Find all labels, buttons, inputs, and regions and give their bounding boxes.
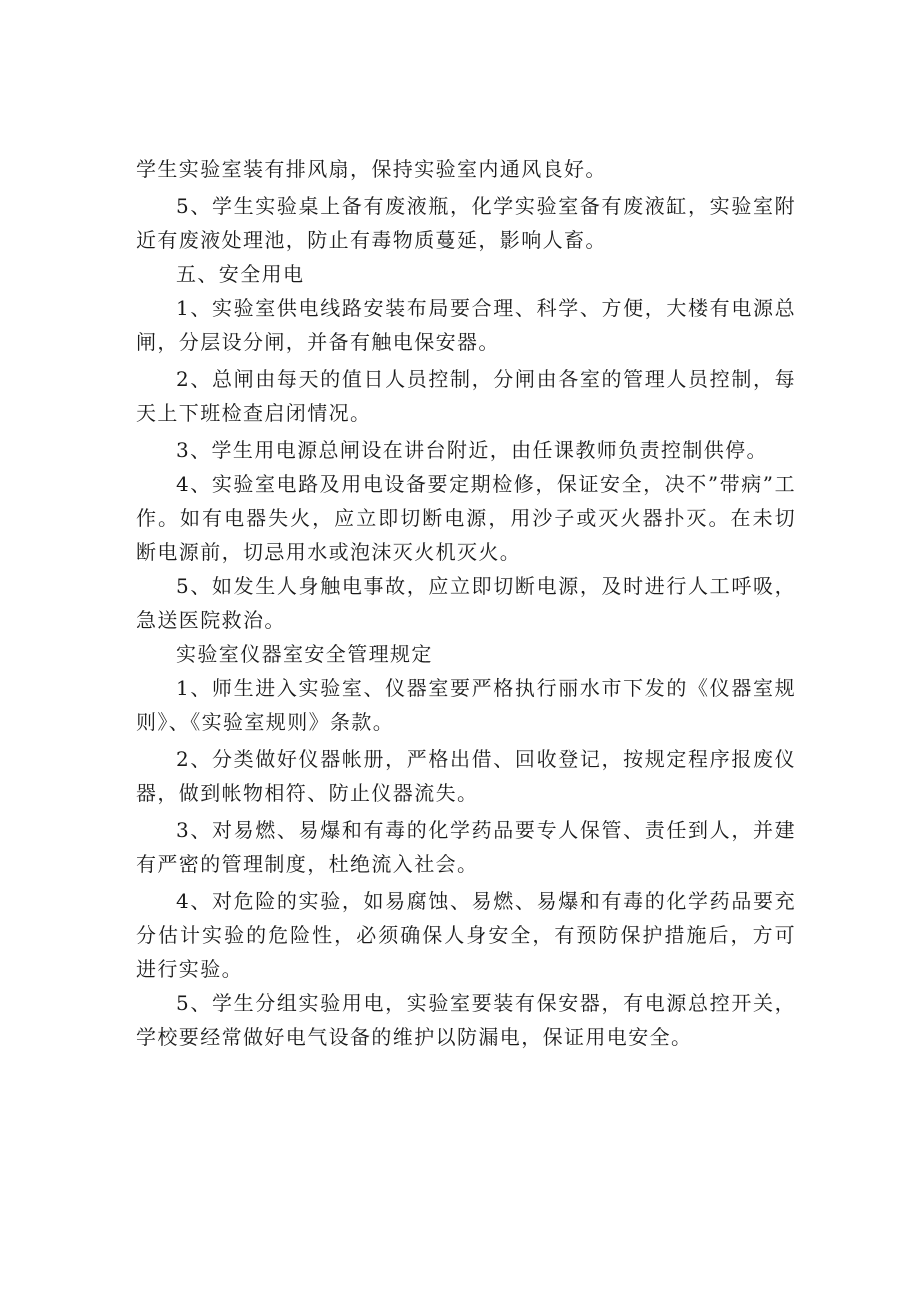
document-body [136, 152, 796, 1054]
section-heading-instrument-room: 实验室仪器室安全管理规定 [176, 642, 433, 666]
paragraph-item-2-switch-control: 2、总闸由每天的值日人员控制，分闸由各室的管理人员控制，每天上下班检查启闭情况。 [136, 367, 796, 425]
paragraph-item-1-rules: 1、师生进入实验室、仪器室要严格执行丽水市下发的《仪器室规则》、《实验室规则》条款。 [136, 676, 796, 734]
paragraph-item-1-power-layout: 1、实验室供电线路安装布局要合理、科学、方便，大楼有电源总闸，分层设分闸，并备有触电保安器。 [136, 296, 796, 354]
paragraph-item-4-dangerous-experiments: 4、对危险的实验，如易腐蚀、易燃、易爆和有毒的化学药品要充分估计实验的危险性，必须确保人身安全，有预防保护措施后，方可进行实验。 [136, 889, 796, 981]
section-heading-electricity-safety: 五、安全用电 [176, 262, 305, 286]
paragraph-item-2-inventory: 2、分类做好仪器帐册，严格出借、回收登记，按规定程序报废仪器，做到帐物相符、防止仪器流失。 [136, 747, 796, 805]
paragraph-item-4-maintenance-fire: 4、实验室电路及用电设备要定期检修，保证安全，决不”带病”工作。如有电器失火，应立即切断电源，用沙子或灭火器扑灭。在未切断电源前，切忌用水或泡沫灭火机灭火。 [136, 472, 796, 564]
paragraph-item-5-electric-shock: 5、如发生人身触电事故，应立即切断电源，及时进行人工呼吸，急送医院救治。 [136, 574, 796, 632]
paragraph-item-5-waste-liquid: 5、学生实验桌上备有废液瓶，化学实验室备有废液缸，实验室附近有废液处理池，防止有毒物质蔓延，影响人畜。 [136, 194, 796, 252]
paragraph-continuation: 学生实验室装有排风扇，保持实验室内通风良好。 [136, 157, 607, 181]
paragraph-item-3-student-power: 3、学生用电源总闸设在讲台附近，由任课教师负责控制供停。 [176, 438, 768, 462]
paragraph-item-5-group-power: 5、学生分组实验用电，实验室要装有保安器，有电源总控开关，学校要经常做好电气设备的维护以防漏电，保证用电安全。 [136, 991, 796, 1049]
paragraph-item-3-chemicals: 3、对易燃、易爆和有毒的化学药品要专人保管、责任到人，并建有严密的管理制度，杜绝流入社会。 [136, 818, 796, 876]
